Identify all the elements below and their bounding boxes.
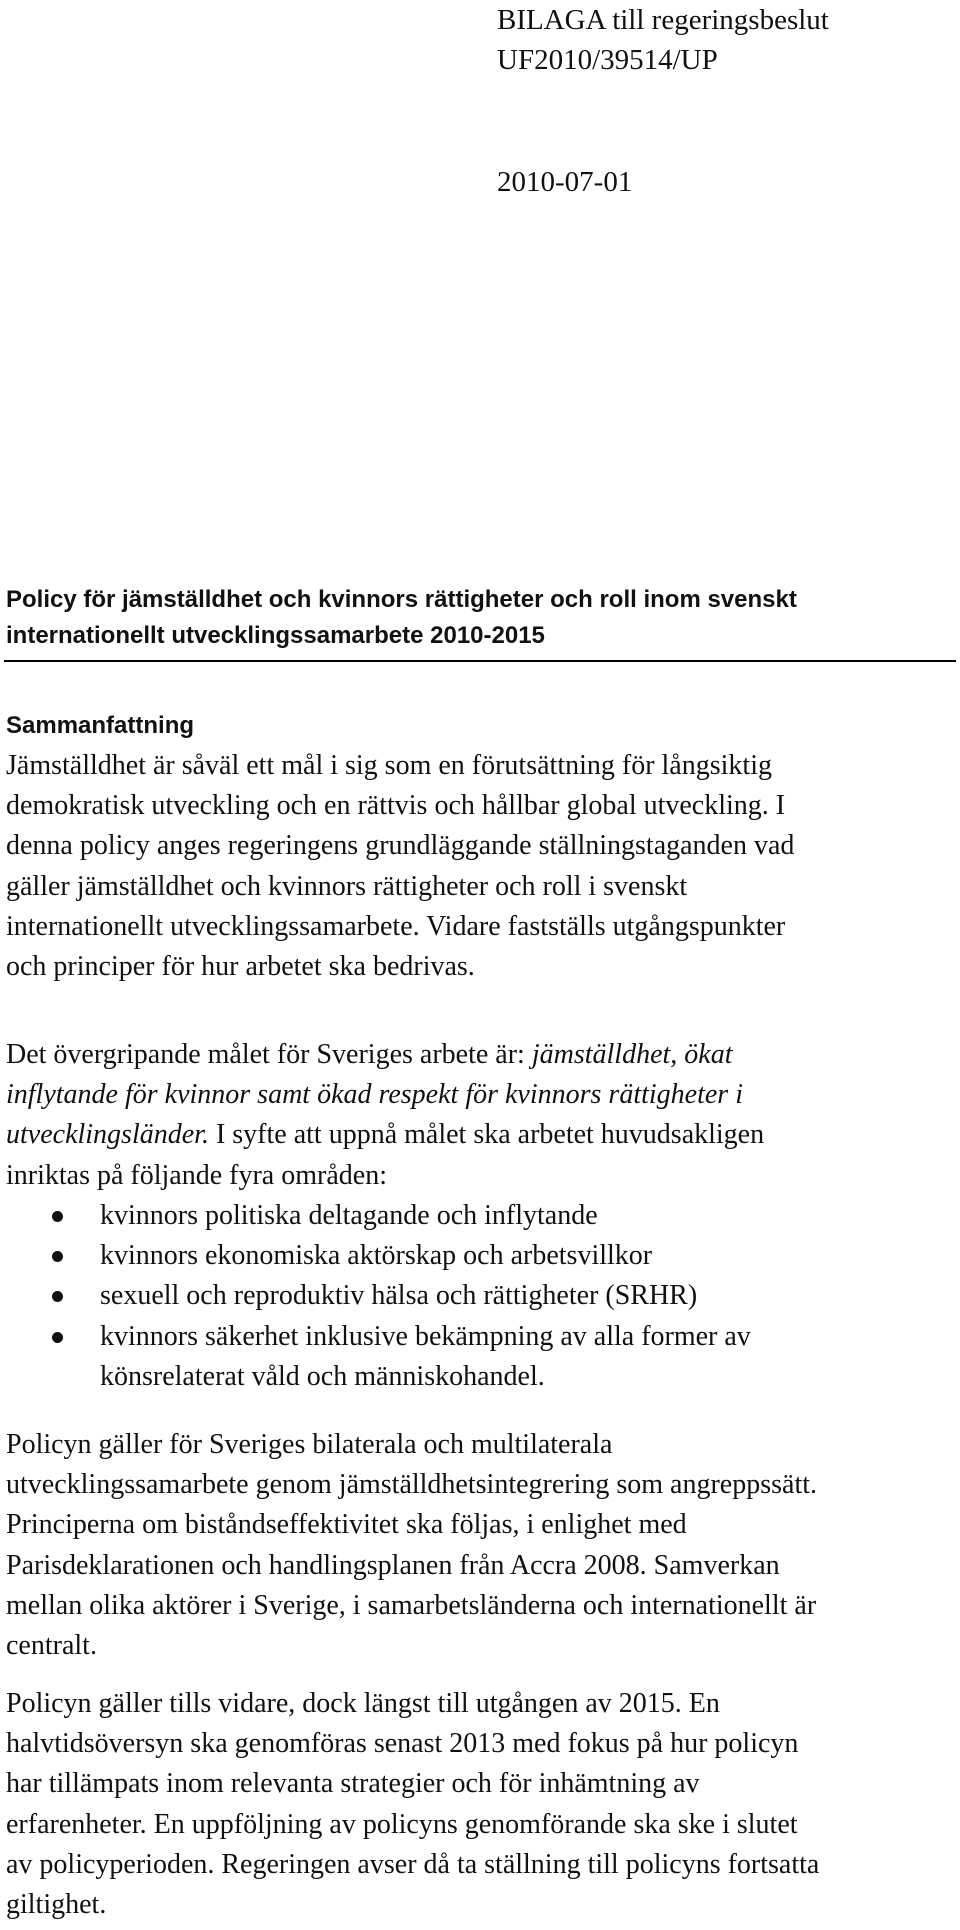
document-title xyxy=(6,582,956,654)
text-line: denna policy anges regeringens grundläggande ställningstaganden vad xyxy=(6,830,795,862)
bullet-icon xyxy=(52,1291,63,1302)
text-line xyxy=(6,1115,956,1155)
goal-text: utvecklingsländer. xyxy=(6,1119,209,1151)
text-line: Policyn gäller för Sveriges bilaterala och multilaterala xyxy=(6,1429,613,1460)
goal-intro: Det övergripande målet för Sveriges arbete är: xyxy=(6,1039,532,1070)
list-item xyxy=(0,1236,950,1276)
text-line: gäller jämställdhet och kvinnors rättigheter och roll i svenskt xyxy=(6,870,688,902)
text-line: internationellt utvecklingssamarbete. Vidare fastställs utgångspunkter xyxy=(6,910,786,942)
text-line: inriktas på följande fyra områden: xyxy=(6,1159,387,1191)
text-line: erfarenheter. En uppföljning av policyns genomförande ska ske i slutet xyxy=(6,1808,798,1840)
text-line: Principerna om biståndseffektivitet ska följas, i enlighet med xyxy=(6,1509,687,1541)
list-item-text: könsrelaterat våld och människohandel. xyxy=(100,1360,545,1392)
text-line: halvtidsöversyn ska genomföras senast 2013 med fokus på hur policyn xyxy=(6,1728,799,1760)
text-line xyxy=(6,1075,956,1115)
text-line: centralt. xyxy=(6,1630,97,1662)
list-item-text: kvinnors säkerhet inklusive bekämpning av alla former av xyxy=(100,1320,751,1352)
text-line: Policyn gäller tills vidare, dock längst till utgången av 2015. En xyxy=(6,1688,720,1719)
case-number: UF2010/39514/UP xyxy=(497,44,718,76)
goal-text: inflytande för kvinnor samt ökad respekt för kvinnors rättigheter i xyxy=(6,1079,743,1111)
title-line-1: Policy för jämställdhet och kvinnors rättigheter och roll inom svenskt xyxy=(6,586,797,613)
section-heading: Sammanfattning xyxy=(6,712,195,739)
text-line: mellan olika aktörer i Sverige, i samarbetsländerna och internationellt är xyxy=(6,1589,817,1621)
list-item-text: sexuell och reproduktiv hälsa och rättigheter (SRHR) xyxy=(100,1280,698,1312)
text-line: av policyperioden. Regeringen avser då ta ställning till policyns fortsatta xyxy=(6,1848,820,1880)
text-line: demokratisk utveckling och en rättvis och hållbar global utveckling. I xyxy=(6,790,786,822)
text-line: Jämställdhet är såväl ett mål i sig som en förutsättning för långsiktig xyxy=(6,750,772,781)
list-item xyxy=(0,1317,950,1397)
document-date: 2010-07-01 xyxy=(497,166,633,198)
bullet-icon xyxy=(52,1332,63,1343)
goal-text: jämställdhet, ökat xyxy=(531,1039,733,1070)
text-line: utvecklingssamarbete genom jämställdhetsintegrering som angreppssätt. xyxy=(6,1469,818,1501)
summary-paragraph-3 xyxy=(6,1425,956,1666)
text-line xyxy=(6,1035,956,1075)
summary-paragraph-2 xyxy=(6,1035,956,1196)
text-line: och principer för hur arbetet ska bedrivas. xyxy=(6,951,475,983)
list-item-text: kvinnors politiska deltagande och inflytande xyxy=(100,1200,598,1231)
summary-paragraph-4 xyxy=(6,1684,956,1925)
title-line-2: internationellt utvecklingssamarbete 2010-2015 xyxy=(6,622,545,649)
title-divider xyxy=(4,660,956,662)
summary-paragraph-1 xyxy=(6,746,956,987)
list-item xyxy=(0,1276,950,1316)
focus-areas-list xyxy=(0,1196,950,1397)
list-item xyxy=(0,1196,950,1236)
appendix-label: BILAGA till regeringsbeslut xyxy=(497,4,829,36)
text-line: har tillämpats inom relevanta strategier och för inhämtning av xyxy=(6,1768,700,1800)
list-item-text: kvinnors ekonomiska aktörskap och arbetsvillkor xyxy=(100,1240,653,1272)
purpose-text: I syfte att uppnå målet ska arbetet huvudsakligen xyxy=(208,1119,765,1151)
bullet-icon xyxy=(52,1211,63,1222)
text-line: Parisdeklarationen och handlingsplanen från Accra 2008. Samverkan xyxy=(6,1549,780,1581)
bullet-icon xyxy=(52,1251,63,1262)
document-header xyxy=(497,0,829,80)
text-line: giltighet. xyxy=(6,1889,107,1921)
